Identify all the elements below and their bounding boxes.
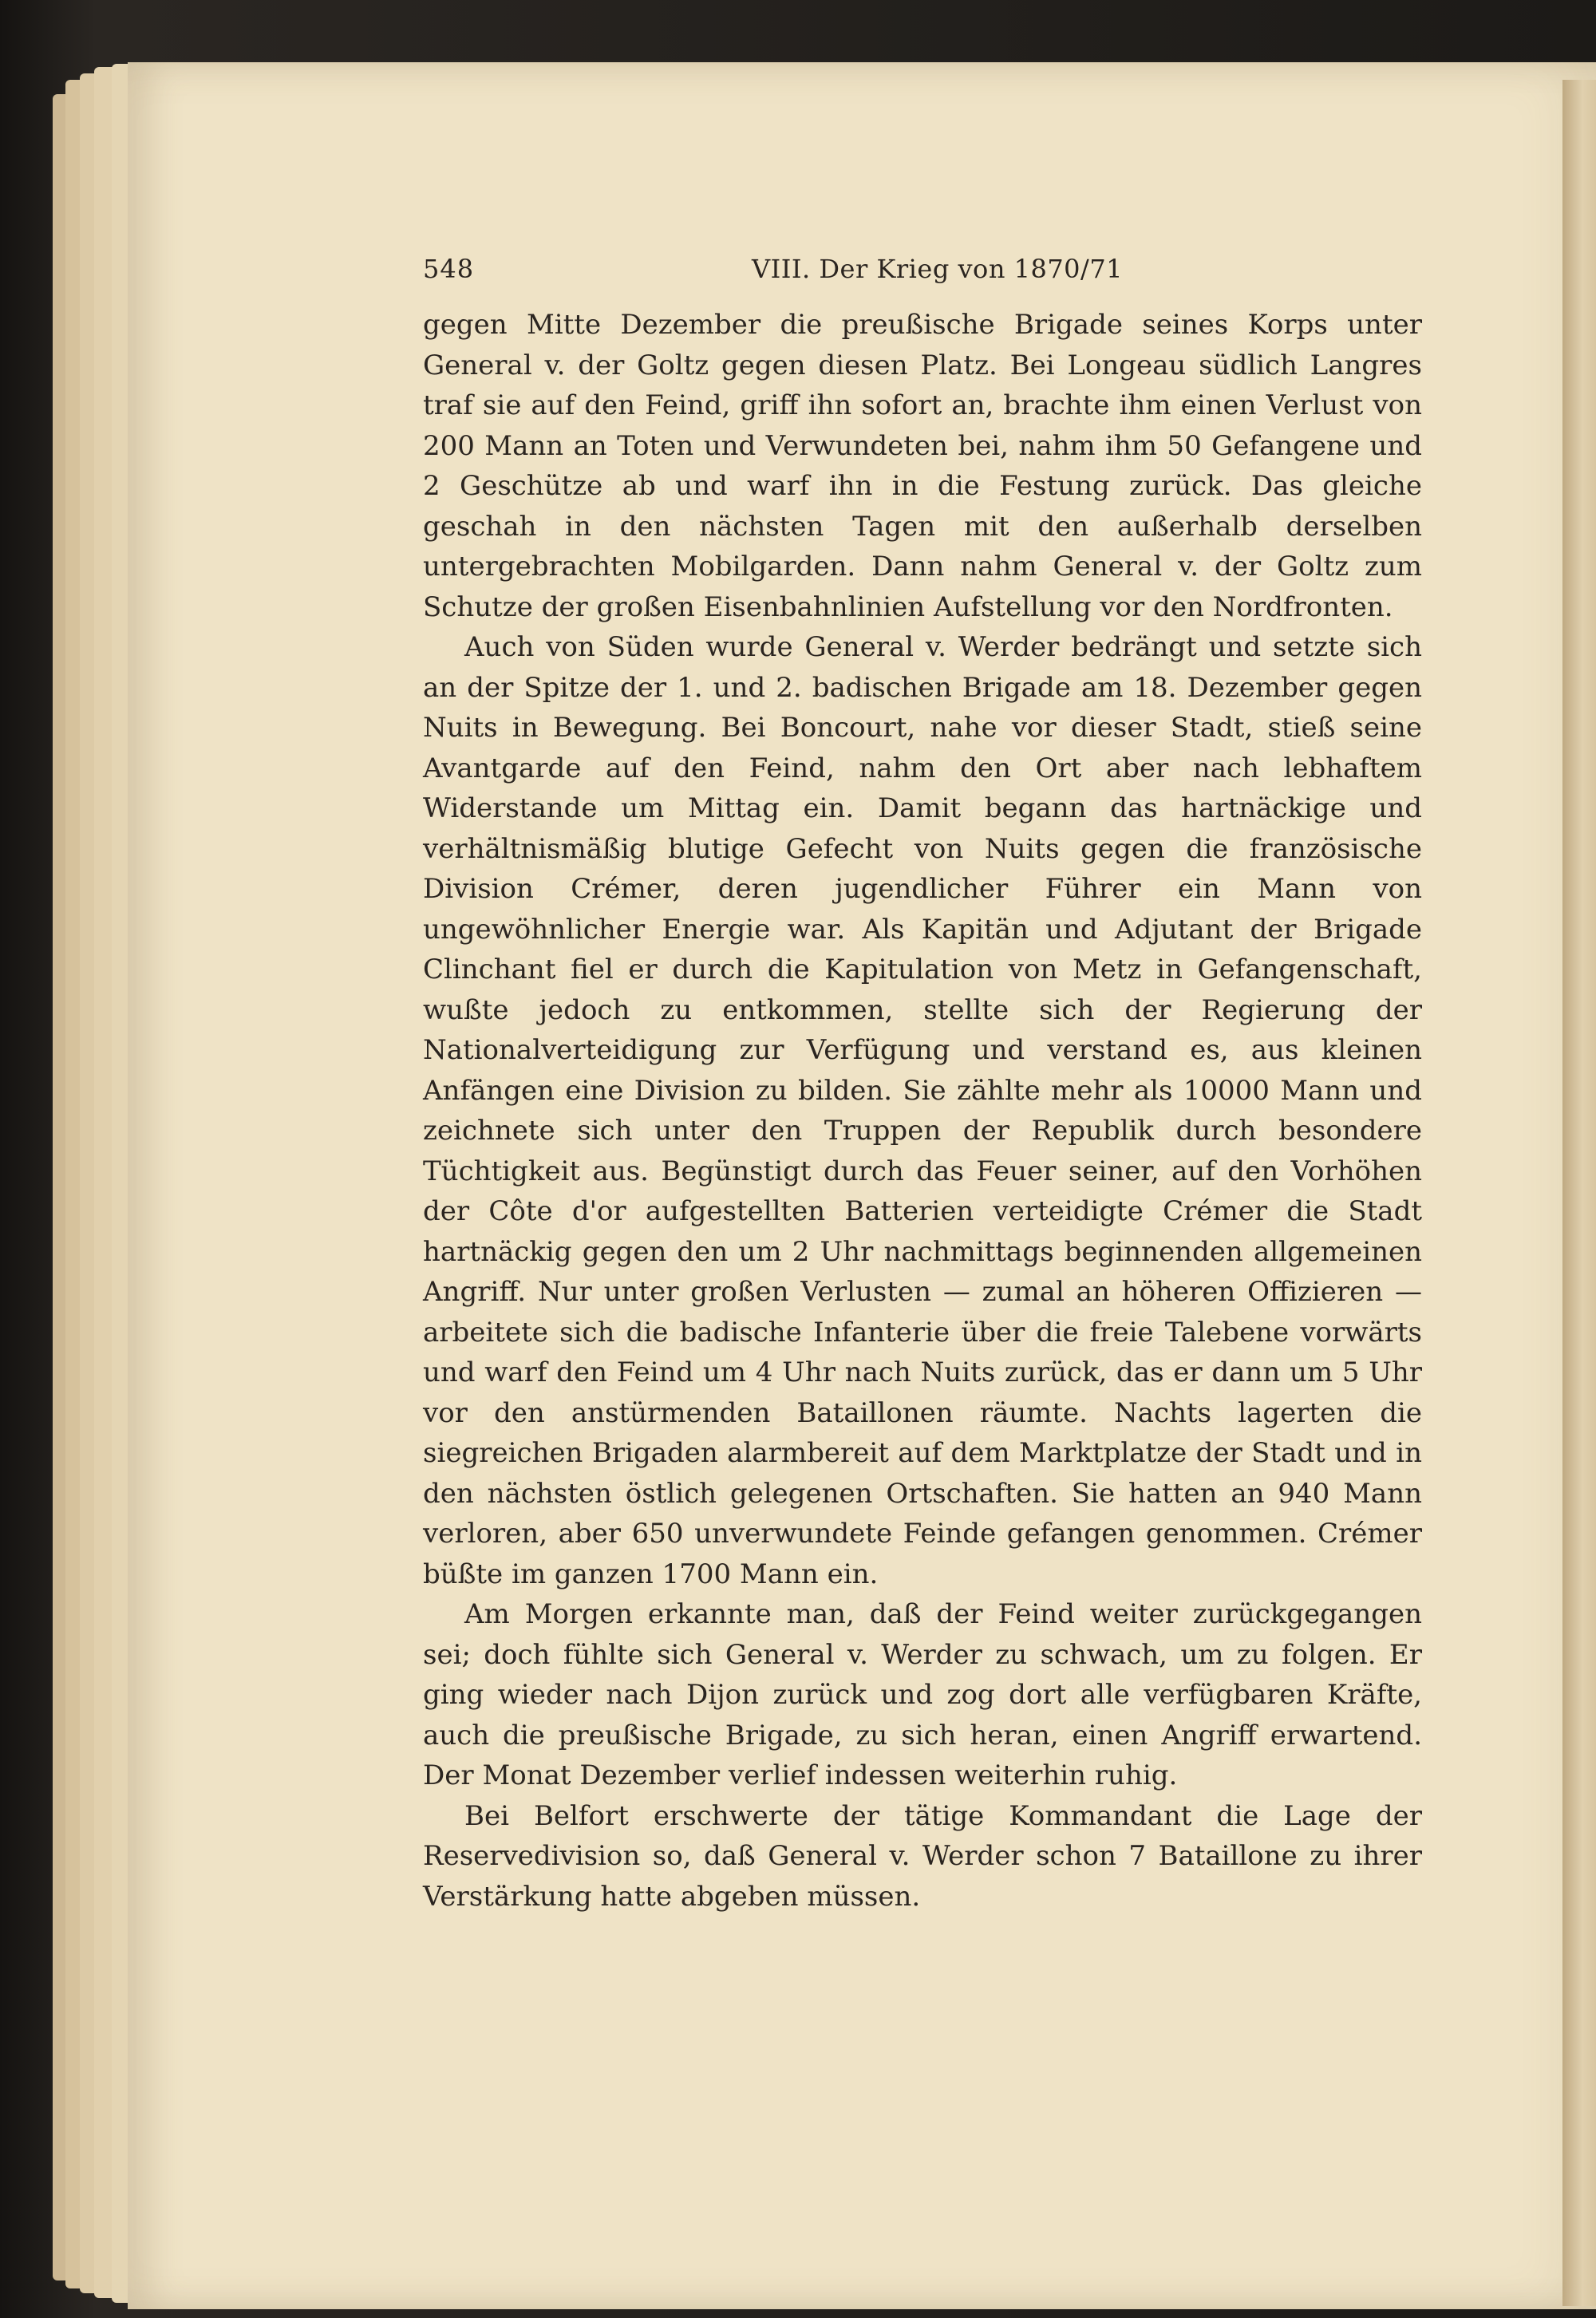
page-number: 548: [423, 254, 475, 284]
paragraph: Auch von Süden wurde General v. Werder bedrängt und setzte sich an der Spitze der 1. und 2. badischen Brigade am 18. Dezember gegen Nuits in Bewegung. Bei Boncourt, nahe vor dieser Stadt, stieß seine Avantgarde auf den Feind, nahm den Ort aber nach lebhaftem Widerstande um Mittag ein. Damit begann das hartnäckige und verhältnismäßig blutige Gefecht von Nuits gegen die französische Division Crémer, deren jugendlicher Führer ein Mann von ungewöhnlicher Energie war. Als Kapitän und Adjutant der Brigade Clinchant fiel er durch die Kapitulation von Metz in Gefangenschaft, wußte jedoch zu entkommen, stellte sich der Regierung der Nationalverteidigung zur Verfügung und verstand es, aus kleinen Anfängen eine Division zu bilden. Sie zählte mehr als 10000 Mann und zeichnete sich unter den Truppen der Republik durch besondere Tüchtigkeit aus. Begünstigt durch das Feuer seiner, auf den Vorhöhen der Côte d'or aufgestellten Batterien verteidigte Crémer die Stadt hartnäckig gegen den um 2 Uhr nachmittags beginnenden allgemeinen Angriff. Nur unter großen Verlusten — zumal an höheren Offizieren — arbeitete sich die badische Infanterie über die freie Talebene vorwärts und warf den Feind um 4 Uhr nach Nuits zurück, das er dann um 5 Uhr vor den anstürmenden Bataillonen räumte. Nachts lagerten die siegreichen Brigaden alarmbereit auf dem Marktplatze der Stadt und in den nächsten östlich gelegenen Ortschaften. Sie hatten an 940 Mann verloren, aber 650 unverwundete Feinde gefangen genommen. Crémer büßte im ganzen 1700 Mann ein.: [423, 631, 1422, 1590]
facing-page-edge: [1562, 80, 1596, 2306]
running-head: VIII. Der Krieg von 1870/71: [752, 254, 1124, 284]
page-header: [423, 254, 1516, 289]
body-text: [423, 305, 1422, 1917]
paragraph: gegen Mitte Dezember die preußische Brigade seines Korps unter General v. der Goltz gegen diesen Platz. Bei Longeau südlich Langres traf sie auf den Feind, griff ihn sofort an, brachte ihm einen Verlust von 200 Mann an Toten und Verwundeten bei, nahm ihm 50 Gefangene und 2 Geschütze ab und warf ihn in die Festung zurück. Das gleiche geschah in den nächsten Tagen mit den außerhalb derselben untergebrachten Mobilgarden. Dann nahm General v. der Goltz zum Schutze der großen Eisenbahnlinien Aufstellung vor den Nordfronten.: [423, 309, 1422, 623]
paragraph: Am Morgen erkannte man, daß der Feind weiter zurückgegangen sei; doch fühlte sich General v. Werder zu schwach, um zu folgen. Er ging wieder nach Dijon zurück und zog dort alle verfügbaren Kräfte, auch die preußische Brigade, zu sich heran, einen Angriff erwartend. Der Monat Dezember verlief indessen weiterhin ruhig.: [423, 1598, 1422, 1791]
paragraph: Bei Belfort erschwerte der tätige Kommandant die Lage der Reservedivision so, daß General v. Werder schon 7 Bataillone zu ihrer Verstärkung hatte abgeben müssen.: [423, 1799, 1422, 1913]
